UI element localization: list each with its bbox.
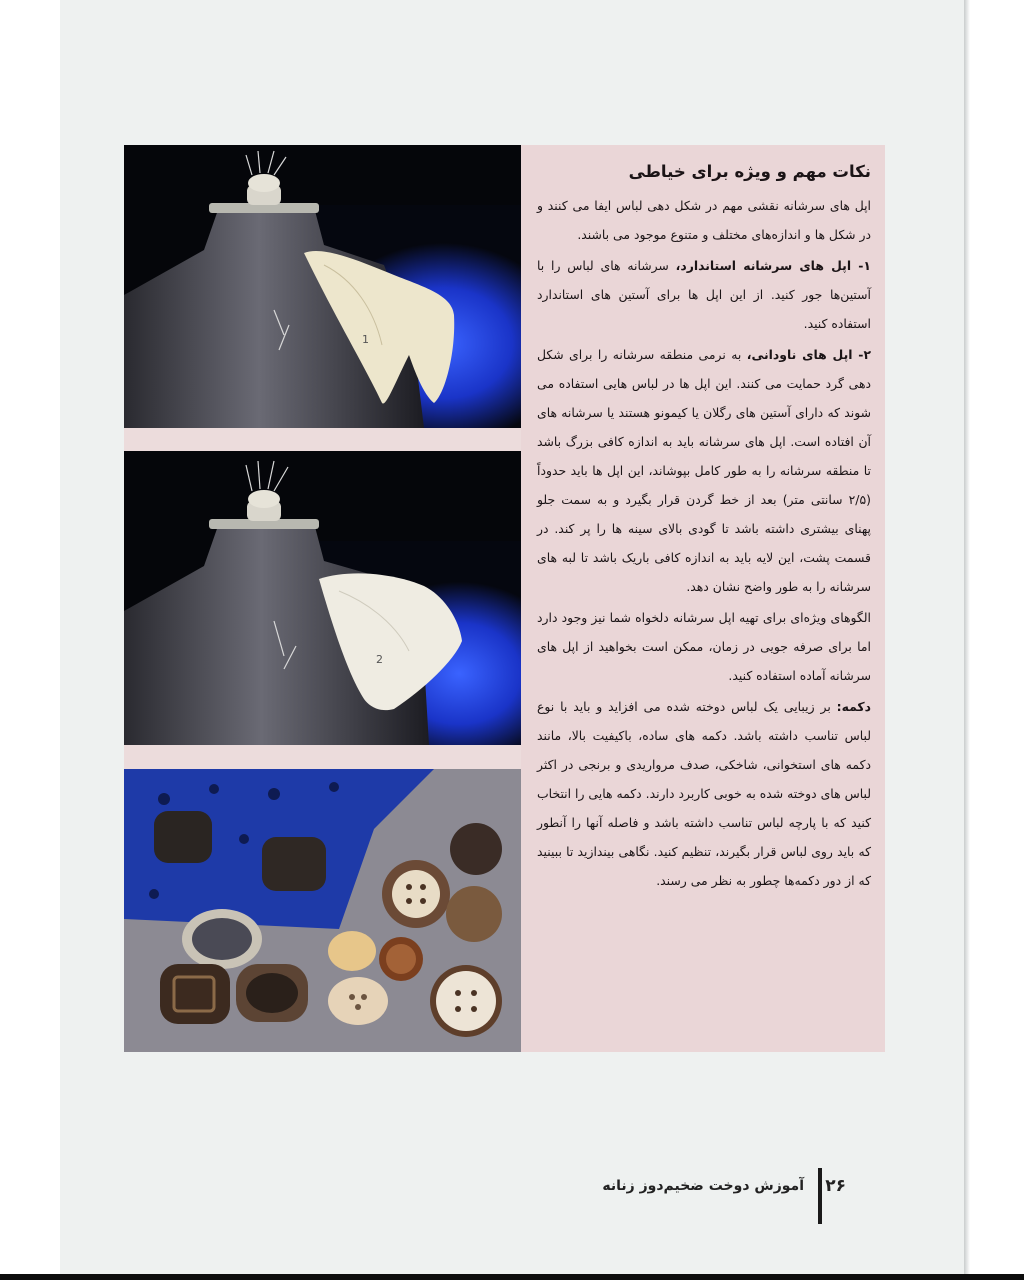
raglan-pads-label: ۲- اپل های ناودانی،	[746, 347, 872, 362]
photo-raglan-shoulder-pad	[124, 451, 521, 745]
photo-buttons	[124, 769, 521, 1052]
raglan-pads-text: به نرمی منطقه سرشانه را برای شکل دهی گرد حمایت می کنند. این اپل ها در لباس هایی استفاده می شوند که دارای آستین های رگلان یا کیمونو هستند یا سرشانه های آن افتاده است. اپل های سرشانه باید به اندازه کافی بزرگ باشد تا منطقه سرشانه را به طور کامل بپوشاند، این اپل ها باید حدوداً (۲/۵ سانتی متر) بعد از خط گردن قرار بگیرد و به سمت جلو پهنای بیشتری داشته باشد تا گودی بالای سینه ها را پر کند. در قسمت پشت، این لایه باید به اندازه کافی باریک باشد تا لبه های سرشانه را به طور واضح نشان دهد.	[537, 347, 871, 594]
patterns-paragraph: الگوهای ویژه‌ای برای تهیه اپل سرشانه دلخواه شما نیز وجود دارد اما برای صرفه جویی در زمان، ممکن است بخواهید از اپل های سرشانه آماده استفاده کنید.	[537, 610, 871, 683]
book-title: آموزش دوخت ضخیم‌دوز زنانه	[602, 1178, 804, 1194]
standard-pads-paragraph	[537, 251, 871, 338]
figure-1-number: 1	[362, 333, 369, 346]
standard-pads-label: ۱- اپل های سرشانه استاندارد،	[675, 258, 871, 273]
bottom-edge-bar	[0, 1274, 1024, 1280]
page-number: ۲۶	[825, 1176, 846, 1196]
photo-standard-shoulder-pad	[124, 145, 521, 428]
buttons-paragraph	[537, 692, 871, 895]
page-footer	[520, 1168, 860, 1228]
photo-column	[124, 145, 521, 1052]
intro-paragraph: اپل های سرشانه نقشی مهم در شکل دهی لباس ایفا می کنند و در شکل ها و اندازه‌های مختلف و متنوع موجود می باشند.	[537, 198, 871, 242]
buttons-text: بر زیبایی یک لباس دوخته شده می افزاید و باید با نوع لباس تناسب داشته باشد. دکمه های ساده، باکیفیت بالا، مانند دکمه های استخوانی، شاخکی، صدف مرواریدی و برنجی در اکثر لباس های دوخته شده به خوبی کاربرد دارند. دکمه هایی را انتخاب کنید که با پارچه لباس تناسب داشته باشد و فاصله آنها را آنطور که باید روی لباس قرار بگیرند، تنظیم کنید. نگاهی بیندازید تا ببینید که از دور دکمه‌ها چطور به نظر می رسند.	[537, 699, 871, 888]
footer-divider	[818, 1168, 822, 1224]
buttons-label: دکمه:	[836, 699, 871, 714]
article-text-panel	[521, 145, 885, 1052]
raglan-pads-paragraph	[537, 340, 871, 601]
article-title: نکات مهم و ویژه برای خیاطی	[628, 162, 871, 181]
page-edge-shadow	[964, 0, 970, 1276]
figure-2-number: 2	[376, 653, 383, 666]
standard-pads-text: سرشانه های لباس را با آستین‌ها جور کنید. از این اپل ها برای آستین های استاندارد استفاده کنید.	[537, 258, 871, 331]
